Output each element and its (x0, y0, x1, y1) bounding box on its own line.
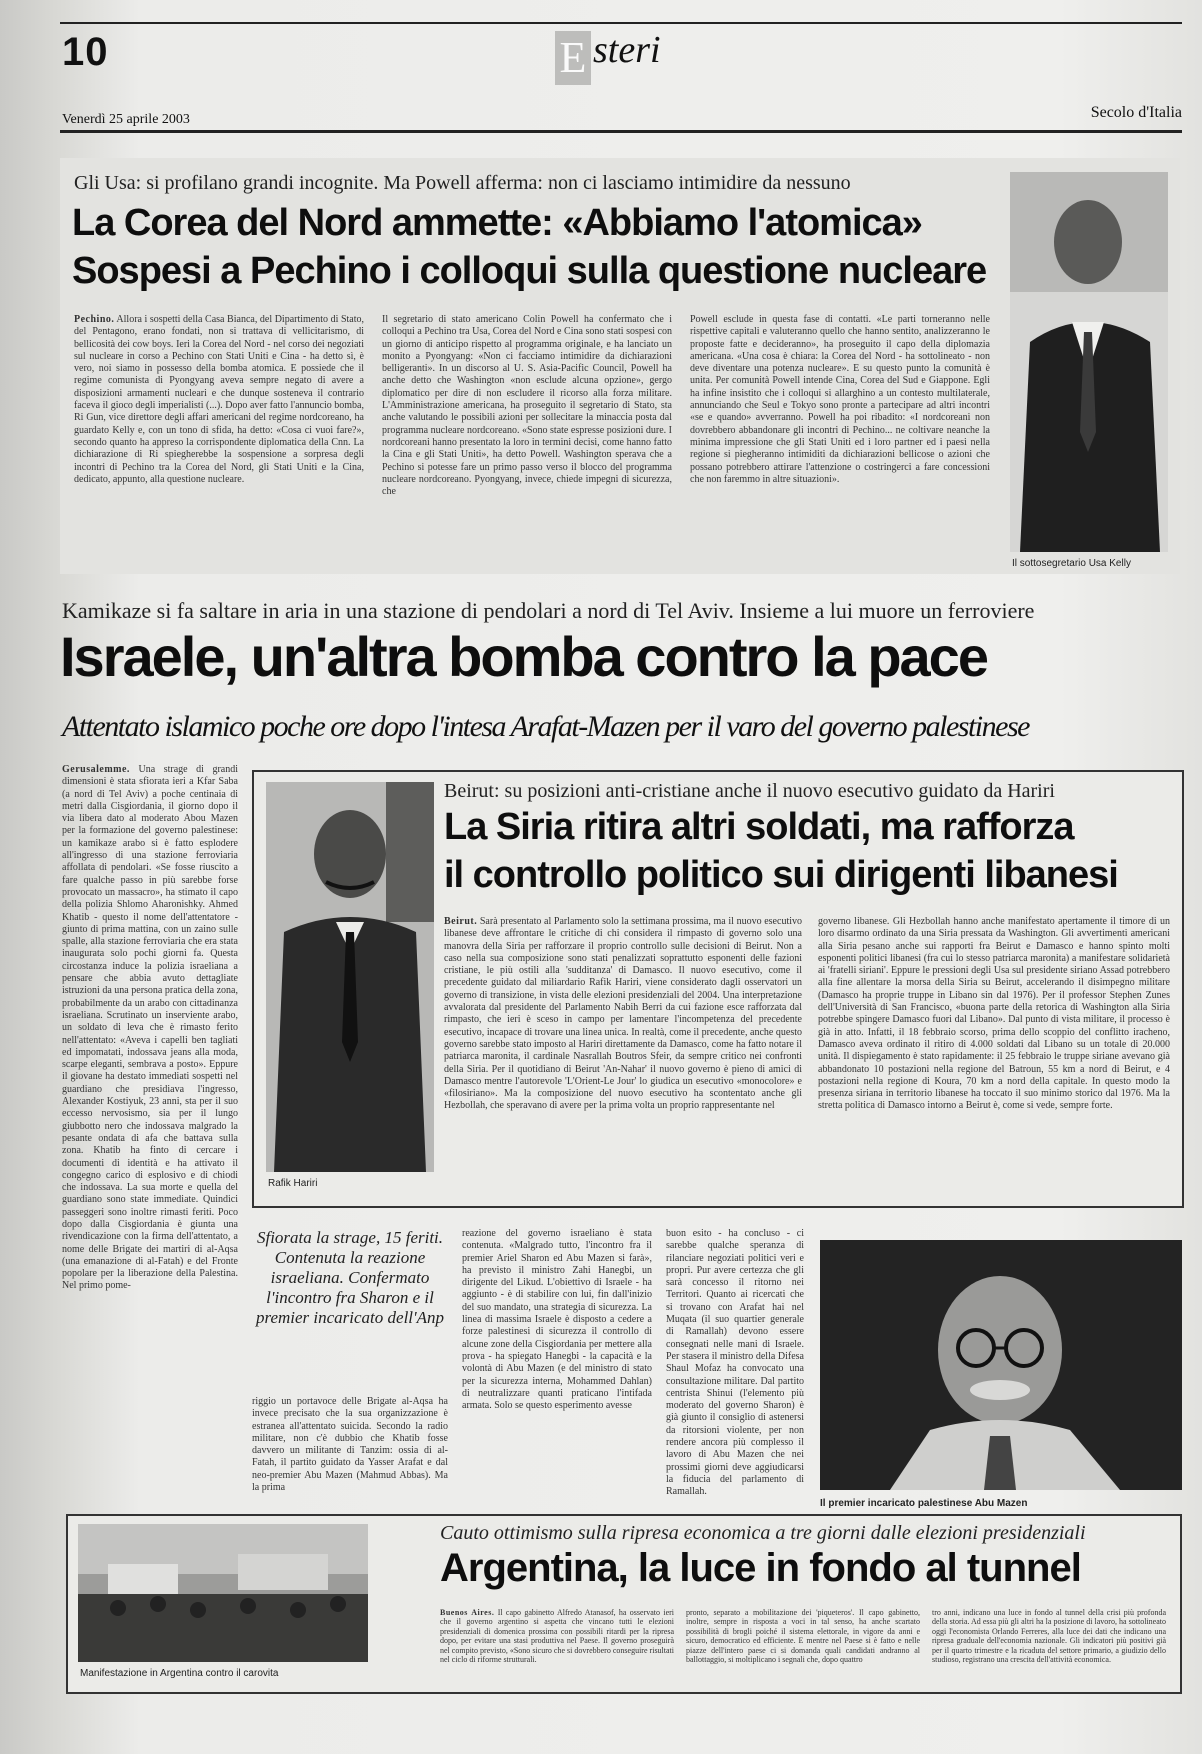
korea-text-col-1 (74, 314, 364, 562)
israel-text-col-1 (62, 764, 238, 1574)
israel-deck: Attentato islamico poche ore dopo l'intesa Arafat-Mazen per il varo del governo palestinese (62, 710, 1029, 743)
korea-article (60, 158, 1180, 574)
korea-dateline: Pechino. (74, 314, 115, 325)
korea-text-col-2: Il segretario di stato americano Colin Powell ha confermato che i colloqui a Pechino tra Usa, Corea del Nord e Cina sono stati sospesi con un giorno di anticipo rispetto al programma originale, e ha lanciato un monito a Pyongyang: «Non ci facciamo intimidire da dichiarazioni belligeranti». In un discorso al U. S. Asia-Pacific Council, Powell ha anche detto che Washington «non esclude alcuna opzione», gergo diplomatico per dire di non escludere il ricorso alla forza militare. L'Amministrazione americana, ha proseguito il segretario di Stato, sta anche valutando le possibili azioni per sollecitare la minaccia posta dal programma nucleare nordcoreano. «Sono state espresse posizioni dure. I nordcoreani hanno presentato la loro in termini decisi, come hanno fatto la Cina e gli Stati Uniti», ha detto Powell. Washington sperava che a Pechino si potesse fare un primo passo verso il blocco del programma nucleare nordcoreano. Pyongyang, invece, chiede impegni di sicurezza, che (382, 314, 672, 498)
argentina-article-box (66, 1514, 1182, 1694)
kelly-photo-caption: Il sottosegretario Usa Kelly (1012, 558, 1131, 569)
argentina-text-col-1 (440, 1608, 674, 1684)
israel-pullquote: Sfiorata la strage, 15 feriti. Contenuta la reazione israeliana. Confermato l'incontro fra Sharon e il premier incaricato dell'Anp (255, 1228, 445, 1327)
abu-mazen-illustration (820, 1240, 1182, 1490)
hariri-illustration (266, 782, 434, 1172)
abu-mazen-photo-caption: Il premier incaricato palestinese Abu Mazen (820, 1498, 1028, 1509)
argentina-protest-photo (78, 1524, 368, 1662)
argentina-headline: Argentina, la luce in fondo al tunnel (440, 1546, 1081, 1590)
issue-date: Venerdì 25 aprile 2003 (62, 112, 190, 127)
syria-col1-text: Sarà presentato al Parlamento solo la settimana prossima, ma il nuovo esecutivo libanese deve affrontare le critiche di chi considera il rimpasto di governo solo una manovra della Siria per rafforzare il proprio controllo sulle decisioni di Beirut. Non a caso nella sua composizione sono stati penalizzati soprattutto esponenti delle fazioni cristiane, le più ostili alla 'sudditanza' di Damasco. Il nuovo esecutivo, come il precedente guidato dal miliardario Rafik Hariri, viene considerato dagli osservatori un governo di transizione, in vista delle elezioni presidenziali del 2004. Una interpretazione avvalorata dal presidente del Parlamento Nabih Berri da cui fazione esce rafforzata dal rimpasto, che ieri è sceso in campo per lamentare l'incompetenza del precedente esecutivo, incapace di trovare una linea unica. In realtà, come il precedente, anche questo governo sarebbe stato imposto al Hariri direttamente da Damasco, come ha fatto notare il patriarca maronita, il cardinale Nasrallah Boutros Sfeir, da sempre critico nei confronti della Siria. Per il quotidiano di Beirut 'An-Nahar' il nuovo governo è pieno di amici di Damasco mentre l'autorevole 'L'Orient-Le Jour' lo giudica un esecutivo «monocolore» e «filosiriano». Ma la composizione del nuovo esecutivo ha scontentato anche gli Hezbollah, che speravano di avere per la prima volta un proprio rappresentante nel (444, 916, 802, 1112)
section-title-rest: steri (593, 29, 661, 71)
israel-kicker: Kamikaze si fa saltare in aria in una stazione di pendolari a nord di Tel Aviv. Insieme a lui muore un ferroviere (62, 598, 1035, 623)
abu-mazen-photo (820, 1240, 1182, 1490)
syria-dateline: Beirut. (444, 916, 478, 927)
hariri-photo-caption: Rafik Hariri (268, 1178, 318, 1189)
hariri-photo (266, 782, 434, 1172)
syria-text-col-2: governo libanese. Gli Hezbollah hanno anche manifestato apertamente il timore di un loro disarmo ordinato da una Siria pressata da Washington. Gli avvertimenti americani alla Siria pesano anche sui rapporti fra Beirut e Damasco e hanno spinto molti esponenti politici libanesi (fra cui lo stesso patriarca maronita) a manifestare solidarietà ai 'fratelli siriani'. Eppure le pressioni degli Usa sul presidente siriano Assad potrebbero alla fine allentare la morsa della Siria su Beirut, accelerando il disimpegno militare (Damasco ha proprie truppe in Libano sin dal 1976). Per il professor Stephen Zunes dell'Università di San Francisco, «buona parte della retorica di Washington alla Siria potrebbe spingere Damasco fuori dal Libano». Dal punto di vista militare, il processo è già in atto. Infatti, il 18 febbraio scorso, prima dello scoppio del conflitto iracheno, Damasco aveva ordinato il ritiro di 4.000 soldati dal Libano su un totale di 20.000 unità. Il dispiegamento è stato rapidamente: il 25 febbraio le truppe siriane avevano già abbandonato 10 postazioni nella regione del Batroun, 55 km a nord di Beirut, e 4 postazioni nella regione di Koura, 70 km a nord della capitale. In questo modo la presenza siriana in territorio libanese ha toccato il suo minimo storico dal 1976. Ma la stretta politica di Damasco intorno a Beirut è, come si vede, sempre forte. (818, 916, 1170, 1112)
argentina-col1-text: Il capo gabinetto Alfredo Atanasof, ha osservato ieri che il governo argentino si aspetta che vincano tutti le elezioni presidenziali di domenica prossima con possibili ritardi per la ripresa dopo, per evitare una stasi produttiva nel Paese. Il governo proseguirà nel compito previsto, «Sono sicuro che si dovrebbero conseguire risultati nel ciclo di riforme strutturali. (440, 1608, 674, 1665)
newspaper-name: Secolo d'Italia (1090, 104, 1182, 121)
masthead-rule (60, 130, 1182, 133)
israel-text-col-2: riggio un portavoce delle Brigate al-Aqsa ha invece precisato che la sua organizzazione è estranea all'attentato suicida. Secondo la radio militare, non c'è dubbio che Khatib fosse davvero un militante di Tanzim: ossia di al-Fatah, il partito guidato da Yasser Arafat e dal neo-premier Abu Mazen (Mahmud Abbas). Ma la prima (252, 1396, 448, 1494)
israel-headline: Israele, un'altra bomba contro la pace (60, 625, 987, 688)
argentina-dateline: Buenos Aires. (440, 1608, 495, 1617)
korea-headline-1: La Corea del Nord ammette: «Abbiamo l'atomica» (72, 202, 922, 244)
section-initial-block: E (555, 31, 591, 85)
syria-article-box (252, 770, 1184, 1208)
syria-kicker: Beirut: su posizioni anti-cristiane anche il nuovo esecutivo guidato da Hariri (444, 780, 1055, 802)
top-rule (60, 22, 1182, 24)
israel-text-col-4: buon esito - ha concluso - ci sarebbe qualche speranza di rilanciare negoziati politici veri e propri. Pur avere certezza che gli sarà concesso il ritorno nei Territori. Quanto ai ricercati che si trovano con Arafat hai nel Muqata (il suo quartier generale di Ramallah) devono essere consegnati nelle mani di Israele. Per stasera il ministro della Difesa Shaul Mofaz ha convocato una consultazione militare. Dal partito centrista Shinui (l'elemento più moderato del governo Sharon) è già giunto il consiglio di astenersi da ritorsioni violente, per non rendere ancora più complesso il lavoro di Abu Mazen che nei prossimi giorni deve aggiudicarsi la fiducia del parlamento di Ramallah. (666, 1228, 804, 1498)
israel-col1-text: Una strage di grandi dimensioni è stata sfiorata ieri a Kfar Saba (a nord di Tel Aviv) a poche centinaia di metri dalla Cisgiordania, il giorno dopo il via libera dato al moderato Abou Mazen per la formazione del governo palestinese: un kamikaze arabo si è fatto esplodere all'ingresso di una stazione ferroviaria affollata di pendolari. «Se fosse riuscito a fare qualche passo in più sarebbe forse provocato un massacro», ha stimato il capo della polizia Shlomo Aharonishky. Ahmed Khatib - questo il nome dell'attentatore - giunto di prima mattina, con un zaino sulle spalle, alla stazione ferroviaria che era stata inaugurata solo pochi giorni fa. Questa circostanza induce la polizia israeliana a pensare che abbia avuto dettagliate istruzioni da una persona pratica della zona, probabilmente da un arabo con cittadinanza israeliana. Scrutinato un inserviente arabo, un soldato di leva che è rimasto ferito nell'attentato: «Aveva i capelli ben tagliati ed impomatati, indossava jeans alla moda, scarpe eleganti, sembrava a posto». Eppure il giovane ha destato immediati sospetti nel guardiano che presidiava l'ingresso, Alexander Kostiyuk, 23 anni, sta per il suo eccesso nervosismo, sia per il lungo giubbotto nero che indossava malgrado la pesante ondata di afa che battava sulla zona. Khatib ha finto di cercare i documenti di identità e ha attivato il congegno carico di esplosivo e di chiodi che indossava. La sua morte e quella del guardiano sono state immediate. Quindici passeggeri sono inoltre rimasti feriti. Poco dopo dalla Cisgiordania è giunta una rivendicazione con la firma dell'attentato, a nome delle Brigate dei martiri di al-Aqsa (una emanazione di al-Fatah) e del Fronte popolare per la liberazione della Palestina. Nel primo pome- (62, 764, 238, 1292)
argentina-protest-illustration (78, 1524, 368, 1662)
argentina-photo-caption: Manifestazione in Argentina contro il carovita (80, 1668, 279, 1679)
syria-text-col-1 (444, 916, 802, 1192)
israel-dateline: Gerusalemme. (62, 764, 130, 775)
argentina-text-col-3: tro anni, indicano una luce in fondo al tunnel della crisi più profonda della storia. Ad essa più gli altri ha la posizione di lavoro, ha sottolineato oggi l'economista Orlando Ferreres, alla luce dei dati che indicano una ripresa graduale dell'economia nazionale. Gli indicatori più positivi già per il quarto trimestre e la ricaduta del settore primario, a giudizio dello studioso, registrano una crescita dell'attività economica. (932, 1608, 1166, 1665)
argentina-text-col-2: pronto, separato a mobilitazione dei 'piqueteros'. Il capo gabinetto, inoltre, sempre in risposta a voci in tal senso, ha anche scartato possibilità di brogli poiché il sistema elettorale, in vigore da anni e sicuro, democratico ed efficiente. E mentre nel Paese si è fatto e nelle piazze dell'intero paese ci si domanda quali candidati andranno al ballottaggio, si moltiplicano i segnali che, dopo quattro (686, 1608, 920, 1665)
korea-headline-2: Sospesi a Pechino i colloqui sulla questione nucleare (72, 250, 987, 292)
korea-kicker: Gli Usa: si profilano grandi incognite. Ma Powell afferma: non ci lasciamo intimidire da nessuno (74, 172, 851, 194)
kelly-illustration (1010, 172, 1168, 552)
syria-headline-2: il controllo politico sui dirigenti libanesi (444, 854, 1118, 896)
argentina-kicker: Cauto ottimismo sulla ripresa economica a tre giorni dalle elezioni presidenziali (440, 1522, 1086, 1544)
korea-text-col-3: Powell esclude in questa fase di contatti. «Le parti torneranno nelle rispettive capitali e valuteranno quello che hanno sentito, analizzeranno le proposte fatte e decideranno», ha proseguito il capo della diplomazia americana. «Una cosa è chiara: la Corea del Nord - ha sottolineato - non deve diventare una potenza nucleare». E su questo punto la comunità è unita. Per comunità Powell intende Cina, Corea del Sud e Giappone. Egli ha infine insistito che i colloqui si allarghino a un contesto multilaterale, annunciando che Seul e Tokyo sono pronte a partecipare ad altri incontri «se e quando» avverranno. Powell ha poi ribadito: «I nordcoreani non dovrebbero abbandonare gli incontri di Pechino... ne coltivare neanche la minima impressione che gli Stati Uniti ed i loro partner ed i paesi nella regione si piegheranno intimiditi da dichiarazioni bellicose o azioni che possano potrebbero attirare l'attenzione o costringerci a fare concessioni che non faremmo in altre situazioni». (690, 314, 990, 485)
page-number: 10 (62, 30, 109, 74)
kelly-photo (1010, 172, 1168, 552)
syria-headline-1: La Siria ritira altri soldati, ma rafforza (444, 806, 1074, 848)
israel-text-col-3: reazione del governo israeliano è stata contenuta. «Malgrado tutto, l'incontro fra il premier Ariel Sharon ed Abu Mazen si farà», ha previsto il ministro Zahi Hanegbi, un dirigente del Likud. L'obiettivo di Israele - ha aggiunto - è di stabilire con lui, fin dall'inizio del suo mandato, una strategia di sicurezza. La linea di massima Israele è disposto a cedere a forze palestinesi di sicurezza il controllo di alcune zone della Cisgiordania per mettere alla prova - ha spiegato Hanegbi - la capacità e la volontà di Abu Mazen (e del ministro di stato per la sicurezza interna, Mohammed Dahlan) di neutralizzare quanti praticano l'intifada armata. Solo se questo esperimento avesse (462, 1228, 652, 1412)
korea-col1-text: Allora i sospetti della Casa Bianca, del Dipartimento di Stato, del Pentagono, erano fondati, non si trattava di vellicitarismo, di bellicosità dei cow boys. Ieri la Corea del Nord - nel corso dei negoziati sul nucleare in corso a Pechino con Stati Uniti e Cina - ha detto sì, è vero, noi siamo in possesso della bomba atomica. E possiede che il regime comunista di Pyongyang aveva sempre negato di avere a disposizioni armamenti nucleari e che dunque sosteneva il contrario faceva il gioco degli imperialisti (...). Dopo aver fatto l'annuncio bomba, Ri Gun, vice direttore degli affari americani del regime nordcoreano, ha guardato Kelly e, con un tono di sfida, ha detto: «Cosa ci vuoi fare?», secondo quanto ha appreso la corrispondente diplomatica della Cnn. La dichiarazione di Ri spiegherebbe la sospensione a sorpresa degli incontri di Pechino tra la Corea del Nord, gli Stati Uniti e la Cina, dedicato, appunto, alla questione nucleare. (74, 314, 364, 485)
section-title (555, 28, 661, 85)
